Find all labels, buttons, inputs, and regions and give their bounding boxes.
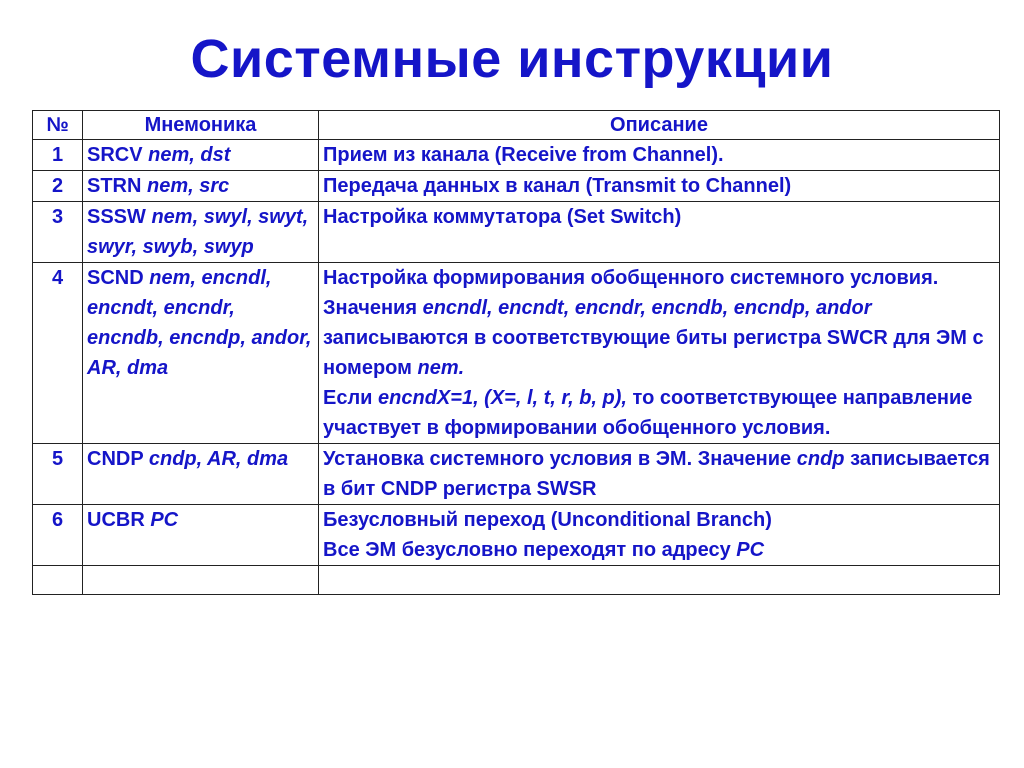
row-mnemonic — [83, 171, 319, 202]
mnemonic-opcode: SCND — [87, 267, 144, 289]
row-description — [319, 505, 1000, 566]
mnemonic-opcode: UCBR — [87, 509, 145, 531]
row-number: 5 — [33, 444, 83, 505]
mnemonic-operands: nem, dst — [148, 144, 231, 166]
table-body — [33, 140, 1000, 595]
row-mnemonic — [83, 140, 319, 171]
header-number: № — [33, 111, 83, 140]
row-mnemonic — [83, 505, 319, 566]
description-italic-text: PC — [736, 539, 765, 561]
mnemonic-operands: nem, src — [147, 175, 230, 197]
row-number: 4 — [33, 263, 83, 444]
row-mnemonic — [83, 263, 319, 444]
instructions-table — [32, 110, 1000, 595]
table-header-row — [33, 111, 1000, 140]
description-text: Если — [323, 387, 379, 409]
mnemonic-opcode: CNDP — [87, 448, 144, 470]
row-description — [319, 140, 1000, 171]
description-text: Безусловный переход (Unconditional Branch) — [323, 509, 772, 531]
table-blank-row — [33, 566, 1000, 595]
row-description — [319, 263, 1000, 444]
table-row — [33, 505, 1000, 566]
row-mnemonic — [83, 444, 319, 505]
mnemonic-opcode: STRN — [87, 175, 142, 197]
slide-title: Системные инструкции — [190, 29, 834, 89]
description-text: Установка системного условия в ЭМ. Значение — [323, 448, 797, 470]
row-number: 3 — [33, 202, 83, 263]
description-text: Настройка коммутатора (Set Switch) — [323, 206, 682, 228]
mnemonic-operands: nem, swyl, swyt, swyr, swyb, swyp — [87, 206, 309, 258]
description-text: записывается в бит CNDP регистра SWSR — [323, 448, 990, 500]
description-text: Прием из канала (Receive from Channel). — [323, 144, 724, 166]
row-description — [319, 202, 1000, 263]
row-description — [319, 444, 1000, 505]
description-italic-text: encndl, encndt, encndr, encndb, encndp, andor — [422, 297, 872, 319]
description-text: то соответствующее направление участвует в формировании обобщенного условия. — [323, 387, 973, 439]
row-number: 6 — [33, 505, 83, 566]
description-text: Настройка формирования обобщенного системного условия. Значения — [323, 267, 939, 319]
description-italic-text: cndp — [796, 448, 845, 470]
table-row — [33, 140, 1000, 171]
table-row — [33, 171, 1000, 202]
header-mnemonic: Мнемоника — [83, 111, 319, 140]
table-row — [33, 202, 1000, 263]
description-text: Передача данных в канал (Transmit to Channel) — [323, 175, 792, 197]
row-description — [319, 171, 1000, 202]
mnemonic-opcode: SSSW — [87, 206, 146, 228]
row-number: 2 — [33, 171, 83, 202]
description-text: записываются в соответствующие биты регистра SWCR для ЭМ с номером — [323, 327, 984, 379]
mnemonic-operands: PC — [150, 509, 179, 531]
table-row — [33, 444, 1000, 505]
description-italic-text: nem. — [417, 357, 465, 379]
row-number: 1 — [33, 140, 83, 171]
mnemonic-opcode: SRCV — [87, 144, 143, 166]
header-description: Описание — [319, 111, 1000, 140]
description-italic-text: encndX=1, (X=, l, t, r, b, p), — [378, 387, 627, 409]
row-mnemonic — [83, 202, 319, 263]
mnemonic-operands: nem, encndl, encndt, encndr, encndb, encndp, andor, AR, dma — [87, 267, 312, 379]
description-text: Все ЭМ безусловно переходят по адресу — [323, 539, 737, 561]
mnemonic-operands: cndp, AR, dma — [148, 448, 289, 470]
table-row — [33, 263, 1000, 444]
